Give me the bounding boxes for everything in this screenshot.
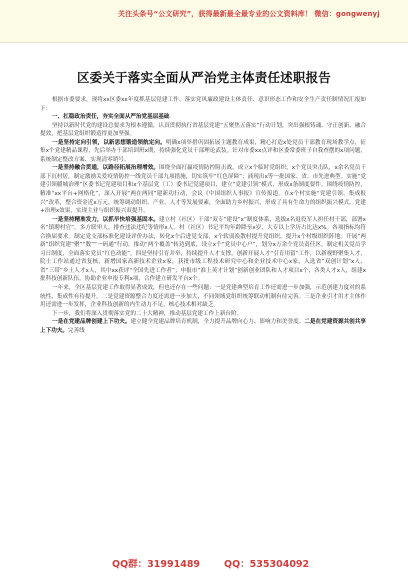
document-page: [26, 52, 382, 542]
paragraph-a-text: 明确x项举措巩固拓展主题教育成果，精心打造x处党员干部教育现场教学点，征集x个党建精品课程，先后举办干部培训班x期，持续强化党员干部理论武装。针对市委xx点评和区委常委班子自我查摆的x项问题，系统制定整改方案、实现清零销号。: [40, 139, 366, 163]
paragraph-f-lead: 一是在党建品牌创建上下功夫。: [52, 319, 131, 326]
qq-number: QQ：535304092: [224, 559, 310, 570]
section-paragraph-1: 坚持以新时代党的建设总要求为根本遵循，认真贯彻执行省基层党建“五聚焦五落实”行动计划，突出强根铸魂、守正创新、融合提效，把基层党组织锻造得更加坚强。: [40, 122, 366, 138]
paragraph-c-lead: 一是坚持精准发力，以抓早快培强基固本。: [52, 216, 159, 223]
paragraph-a: [40, 139, 366, 165]
paragraph-f-text: 建立健全党建品牌培育机制，全力提升品牌向心力、影响力和美誉度。: [130, 319, 305, 326]
document-body: [40, 96, 366, 335]
paragraph-e: 下一步，我们将深入贯彻落实党的二十大精神，推动基层党建工作上新台阶。: [52, 310, 243, 317]
paragraph-c-text: 建立村（社区）干部“双专”建设“x”制度体系，选拔x名退役军人担任村干部，部署x名“镇聘村官”，多方联审人，排查违法违纪等情形x人。村（社区）书记平均年龄降至x岁，大专以上学历占比达x%。各项指标均符合换届要求。制定党支部标准化建设评价办法，转化x个后进党支部，x个软弱涣散村提升党组织，提升x个村级组织阵地。开展“两新”组织党建“聚”“数”“一码通”行动，推动“两个覆盖”转边到底，设立x个“党员中心户”，划分x万余个党员责任区，制定机关党员学习日制度，全面落实党员“红色动能”。四是坚持引育并举，持续提升人才支撑，创新开展人才“引育用留”工作，以新视野聚集人才，院士工作站通过省复核，新增国家高新技术企业x家，获批市级工程技术研究中心和企业技术中心x家，入选省“双创计划”x人、省“三带”乡土人才x人，其中xx获评“全国先进工作者”；申报市“淮上英才计划”创新创业团队和人才项目x个，各类人才x人，组建x批科技创新队伍，协助企业申报专利x项，合作建立研发平台x个。: [40, 216, 366, 283]
document-title: 区委关于落实全面从严治党主体责任述职报告: [76, 70, 331, 85]
contact-footer: [0, 556, 408, 572]
paragraph-f: [40, 318, 366, 335]
paragraph-a-lead: 一是坚持定向引领，以新思想锻造领航定向。: [52, 139, 166, 146]
paragraph-f-lead-2: 二是在党建资源共创共享上下功夫。: [40, 319, 366, 334]
paragraph-f-text-2: 完善线: [67, 327, 85, 334]
section-heading-1: 一、扛稳政治责任，夯实全面从严治党基层基础: [52, 114, 170, 121]
promo-banner: [0, 0, 408, 43]
paragraph-b-text: 围绕全面打赢疫情防控阻击战，成立x个临时党组织，x个党员突击队，x余名党员干部下沉村居，制定激励关爱疫情防控一线党员干部九项措施，切实筑牢“红色屏障”；涌现出x等一批国家、省、市先进典型。实施“党建引领疆城治理”区委书记党建项目和x个基层党（工）委书记党建项目，建立“党建引领”模式，形成x条制度要件。围绕疫情防控，精准“xx平台+网格化”，深入开展“两在两同”建新功行动，会议《中国组织人事报》宣传报道。在x个村实施“党建引领、集成报兴”改革，整合资金近x万元，统筹调动组织、产业、人才等发展要素，全面助力乡村振兴，形成了具有生命力的组织振兴模式，党建+治理x效果，实现主业与组织振兴双提升。: [40, 165, 366, 215]
intro-paragraph: 根据市委要求，现将xx区委xx年度抓基层党建工作、落实党风廉政建设主体责任、意识形态工作和安全生产责任制情况汇报如下：: [40, 97, 366, 112]
paragraph-c: [40, 216, 366, 284]
paragraph-d: 一年来，全区基层党建工作取得显著成效，但也还存在一些问题：一是党建典型培育工作还需进一步加强，示范创建力度对的系统性、集成性有待提升。二是党建资源整合力度还需进一步加大，不同领域党组织统筹联动机制有待完善。三是企业引才用才主体作用还需进一步发挥，企业科技创新的内生动力不足，核心技术相对缺乏。: [40, 285, 366, 309]
paragraph-b: [40, 164, 366, 215]
paragraph-b-lead: 一是坚持融合贯通，以路径拓展治理增效。: [52, 165, 159, 172]
promo-banner-text: 关注头条号“公文研究”，获得最新最全最专业的公文资料库！ 微信：gongwenyj: [118, 10, 380, 18]
qq-group-number: QQ群：31991489: [112, 559, 201, 570]
